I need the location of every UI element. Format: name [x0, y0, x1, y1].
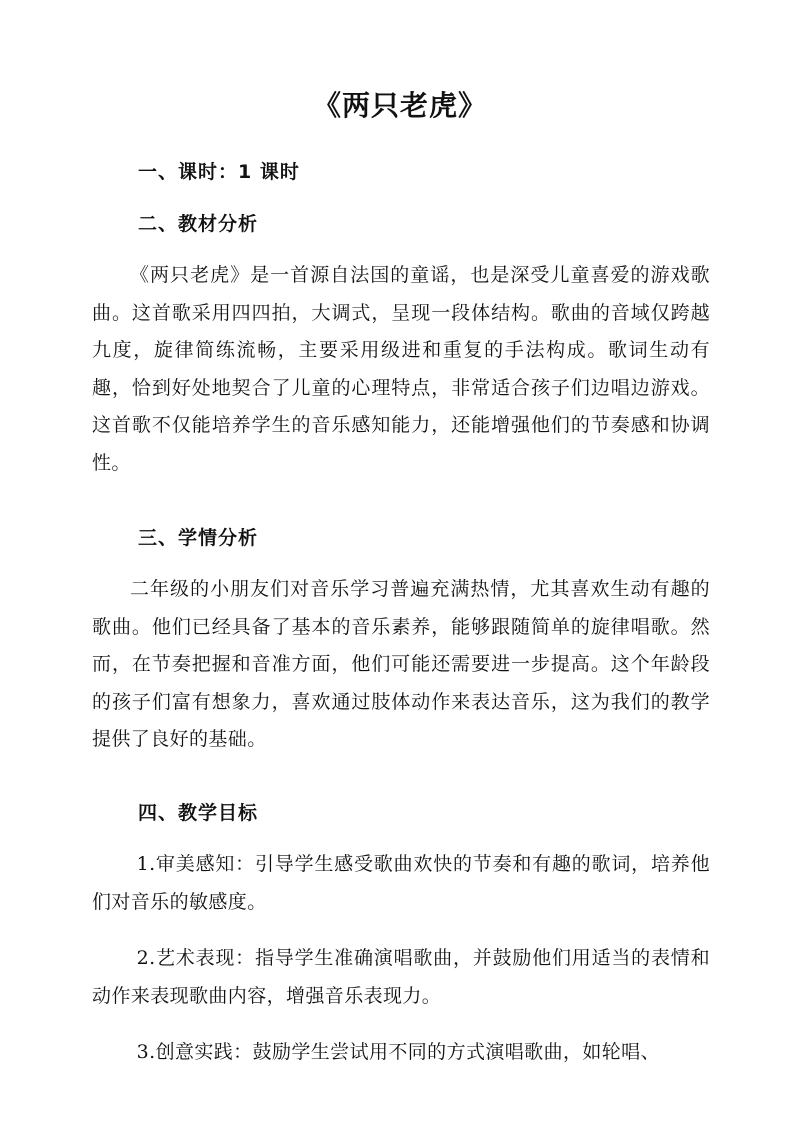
document-title: 《两只老虎》	[312, 89, 487, 122]
objective-item: 2.艺术表现：指导学生准确演唱歌曲，并鼓励他们用适当的表情和动作来表现歌曲内容，增强音乐表现力。	[92, 947, 710, 1007]
objective-item: 3.创意实践：鼓励学生尝试用不同的方式演唱歌曲，如轮唱、	[136, 1041, 660, 1063]
material-analysis-paragraph: 《两只老虎》是一首源自法国的童谣，也是深受儿童喜爱的游戏歌曲。这首歌采用四四拍，大调式，呈现一段体结构。歌曲的音域仅跨越九度，旋律简练流畅，主要采用级进和重复的手法构成。歌词生动有趣，恰到好处地契合了儿童的心理特点，非常适合孩子们边唱边游戏。这首歌不仅能培养学生的音乐感知能力，还能增强他们的节奏感和协调性。	[92, 264, 710, 474]
student-analysis-paragraph: 二年级的小朋友们对音乐学习普遍充满热情，尤其喜欢生动有趣的歌曲。他们已经具备了基本的音乐素养，能够跟随简单的旋律唱歌。然而，在节奏把握和音准方面，他们可能还需要进一步提高。这个年龄段的孩子们富有想象力，喜欢通过肢体动作来表达音乐，这为我们的教学提供了良好的基础。	[92, 578, 710, 751]
section-heading-students: 三、学情分析	[138, 527, 259, 549]
section-heading-objectives: 四、教学目标	[138, 802, 259, 824]
section-heading-material: 二、教材分析	[138, 213, 259, 235]
section-heading-period: 一、课时：1 课时	[138, 161, 300, 183]
objective-item: 1.审美感知：引导学生感受歌曲欢快的节奏和有趣的歌词，培养他们对音乐的敏感度。	[92, 853, 710, 913]
